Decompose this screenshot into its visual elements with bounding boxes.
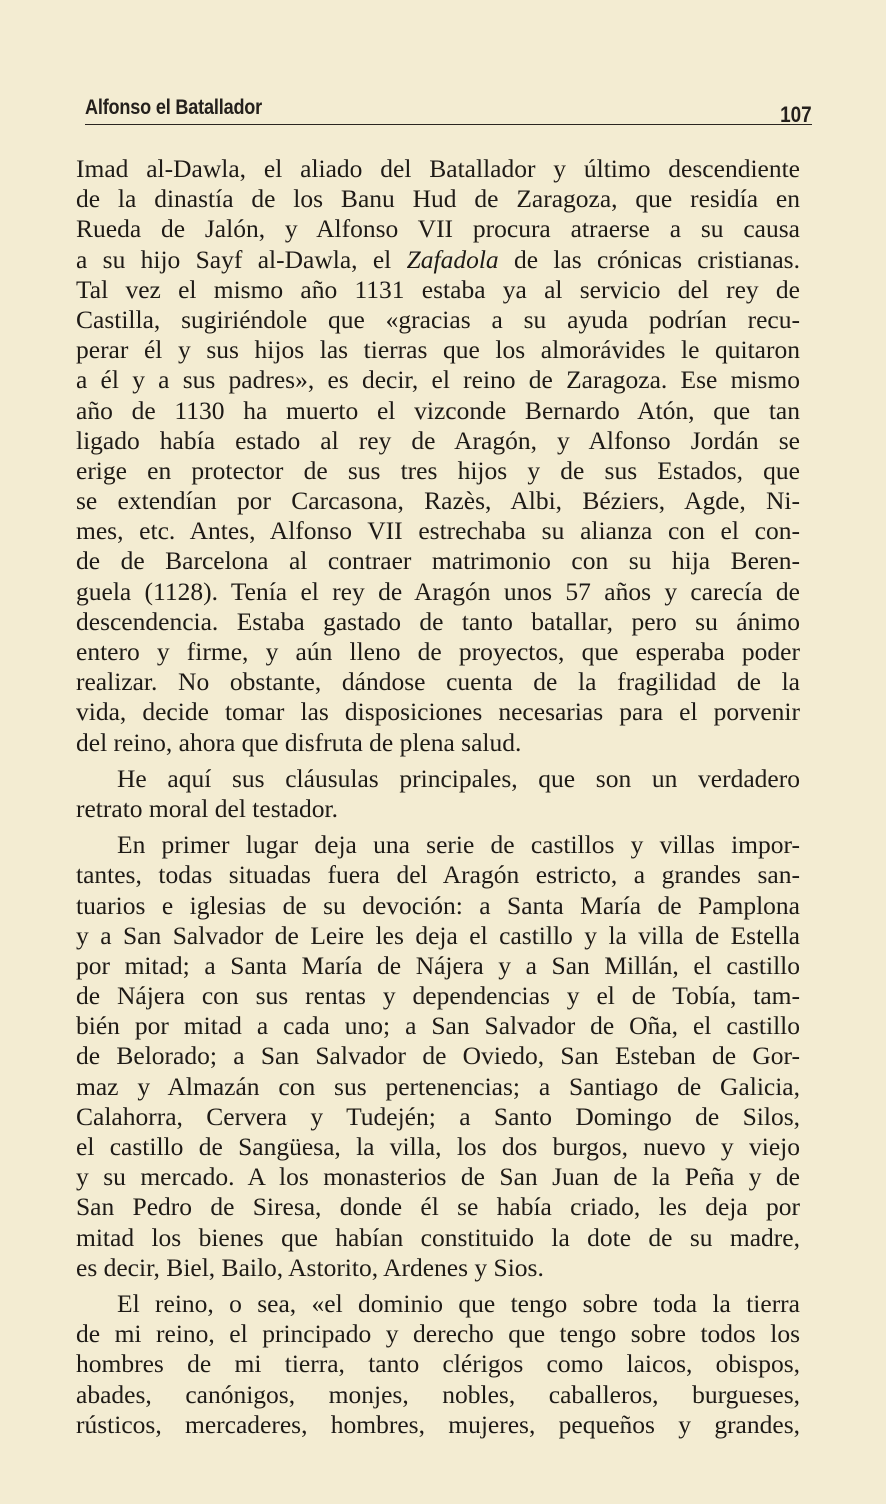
text-line: y a San Salvador de Leire les deja el castillo y la villa de Estella <box>76 920 800 950</box>
page-number: 107 <box>780 102 812 127</box>
paragraph-3 <box>76 830 800 1283</box>
text-line: Rueda de Jalón, y Alfonso VII procura atraerse a su causa <box>76 214 800 244</box>
paragraph-2 <box>76 764 800 824</box>
text-line: tantes, todas situadas fuera del Aragón estricto, a grandes san- <box>76 860 800 890</box>
text-line: En primer lugar deja una serie de castillos y villas impor- <box>117 830 800 860</box>
text-line: Imad al-Dawla, el aliado del Batallador y último descendiente <box>76 154 800 183</box>
text-line: mes, etc. Antes, Alfonso VII estrechaba su alianza con el con- <box>76 516 800 546</box>
text-line: Tal vez el mismo año 1131 estaba ya al servicio del rey de <box>76 274 800 304</box>
text-line: entero y firme, y aún lleno de proyectos, que esperaba poder <box>76 637 800 666</box>
text-line: erige en protector de sus tres hijos y de sus Estados, que <box>76 455 800 485</box>
text-line: guela (1128). Tenía el rey de Aragón unos 57 años y carecía de <box>76 576 800 606</box>
paragraph-4 <box>76 1289 800 1440</box>
text-line: mitad los bienes que habían constituido la dote de su madre, <box>76 1222 800 1252</box>
text-line: a él y a sus padres», es decir, el reino de Zaragoza. Ese mismo <box>76 365 800 395</box>
text-line: y su mercado. A los monasterios de San Juan de la Peña y de <box>76 1162 800 1192</box>
text-line: Castilla, sugiriéndole que «gracias a su ayuda podrían recu- <box>76 304 800 334</box>
text-line: año de 1130 ha muerto el vizconde Bernardo Atón, que tan <box>76 395 800 425</box>
text-line: rústicos, mercaderes, hombres, mujeres, pequeños y grandes, <box>76 1409 800 1439</box>
text-line: del reino, ahora que disfruta de plena salud. <box>76 727 522 757</box>
text-line: de la dinastía de los Banu Hud de Zaragoza, que residía en <box>76 184 800 214</box>
text-line: He aquí sus cláusulas principales, que son un verdadero <box>117 763 800 793</box>
text-line: de mi reino, el principado y derecho que tengo sobre todos los <box>76 1319 800 1349</box>
text-line: El reino, o sea, «el dominio que tengo sobre toda la tierra <box>117 1288 800 1318</box>
body-text <box>76 154 800 1440</box>
text-line: a su hijo Sayf al-Dawla, el Zafadola de las crónicas cristianas. <box>76 244 800 274</box>
page-header <box>85 90 812 125</box>
text-line: Calahorra, Cervera y Tudején; a Santo Domingo de Silos, <box>76 1101 800 1131</box>
paragraph-1 <box>76 154 800 758</box>
text-line: ligado había estado al rey de Aragón, y Alfonso Jordán se <box>76 425 800 455</box>
text-line: maz y Almazán con sus pertenencias; a Santiago de Galicia, <box>76 1071 800 1101</box>
text-line: descendencia. Estaba gastado de tanto batallar, pero su ánimo <box>76 606 800 636</box>
text-line: abades, canónigos, monjes, nobles, caballeros, burgueses, <box>76 1379 800 1409</box>
text-line: de Nájera con sus rentas y dependencias y el de Tobía, tam- <box>76 981 800 1011</box>
text-line: hombres de mi tierra, tanto clérigos como laicos, obispos, <box>76 1349 800 1379</box>
text-line: de de Barcelona al contraer matrimonio con su hija Beren- <box>76 546 800 576</box>
text-line: San Pedro de Siresa, donde él se había criado, les deja por <box>76 1192 800 1222</box>
text-line: es decir, Biel, Bailo, Astorito, Ardenes y Sios. <box>76 1252 544 1282</box>
text-line: realizar. No obstante, dándose cuenta de la fragilidad de la <box>76 667 800 697</box>
running-title: Alfonso el Batallador <box>85 96 263 119</box>
text-line: por mitad; a Santa María de Nájera y a San Millán, el castillo <box>76 950 800 980</box>
italic-term: Zafadola <box>406 244 499 274</box>
text-line: el castillo de Sangüesa, la villa, los dos burgos, nuevo y viejo <box>76 1132 800 1161</box>
text-line: de Belorado; a San Salvador de Oviedo, San Esteban de Gor- <box>76 1041 800 1071</box>
text-line: tuarios e iglesias de su devoción: a Santa María de Pamplona <box>76 890 800 920</box>
text-line: se extendían por Carcasona, Razès, Albi, Béziers, Agde, Ni- <box>76 486 800 516</box>
text-line: retrato moral del testador. <box>76 793 338 823</box>
text-line: bién por mitad a cada uno; a San Salvador de Oña, el castillo <box>76 1011 800 1041</box>
text-line: perar él y sus hijos las tierras que los almorávides le quitaron <box>76 335 800 365</box>
text-line: vida, decide tomar las disposiciones necesarias para el porvenir <box>76 697 800 727</box>
